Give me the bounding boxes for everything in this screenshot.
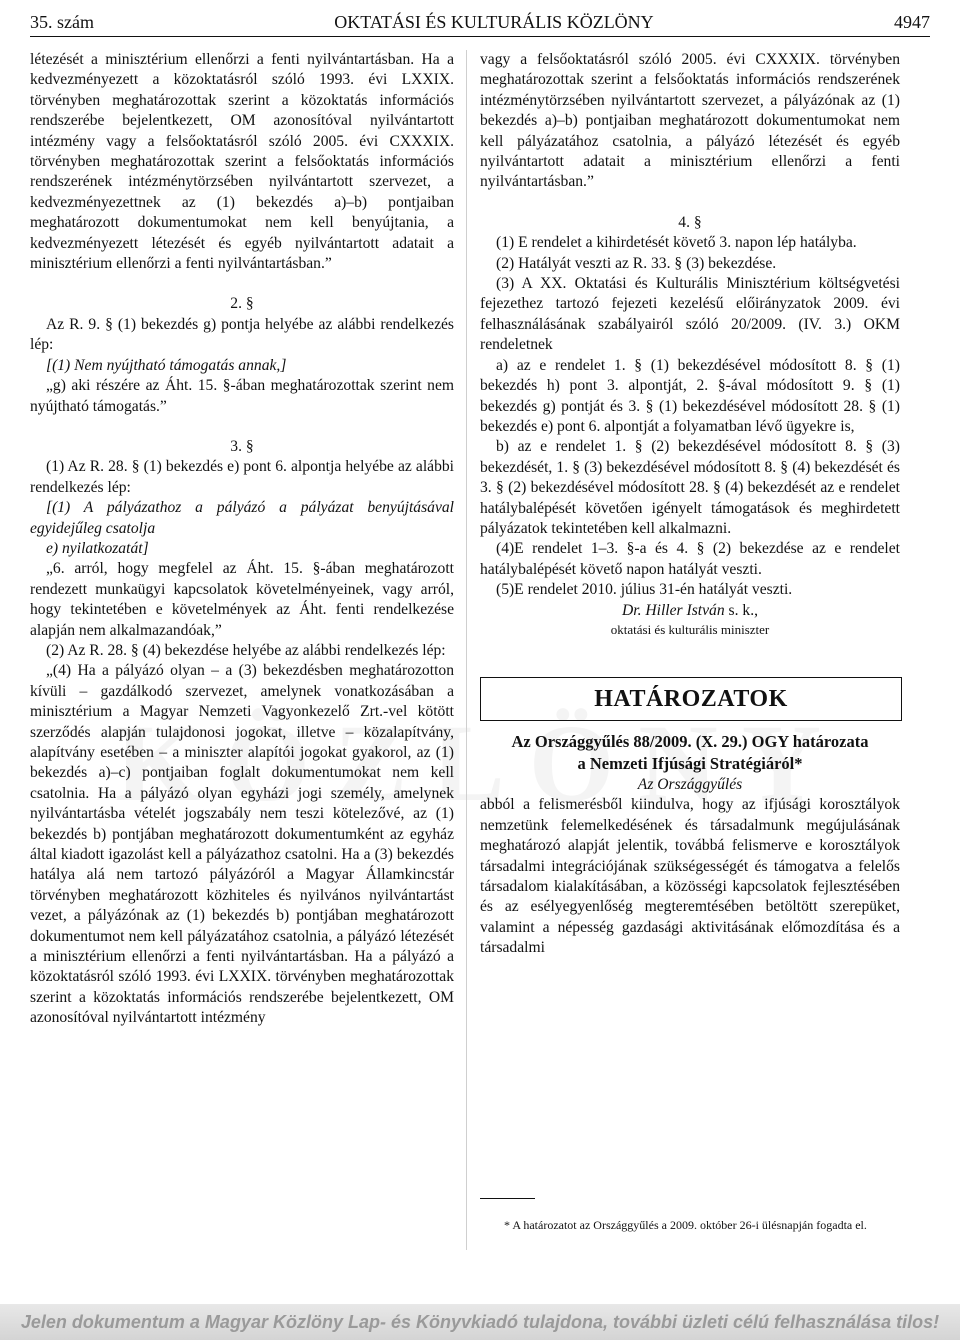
section-heading: 3. § [230,437,254,455]
page-number: 4947 [894,11,930,32]
section-banner-heading: HATÁROZATOK [480,677,902,721]
signer-title: oktatási és kulturális miniszter [610,621,770,637]
issue-number: 35. szám [30,11,94,32]
signature-line [480,601,900,621]
paragraph: (2) Az R. 28. § (4) bekezdése helyébe az alábbi rendelkezés lép: [46,641,446,659]
paragraph: (2) Hatályát veszti az R. 33. § (3) bekezdése. [496,254,777,272]
signer-name: Dr. Hiller István [621,601,725,619]
paragraph: (5)E rendelet 2010. július 31-én hatályát veszti. [496,581,793,599]
resolution-title-line2: a Nemzeti Ifjúsági Stratégiáról* [577,753,803,773]
paragraph: vagy a felsőoktatásról szóló 2005. évi CXXXIX. törvényben meghatározottak szerint a felsőoktatás információs rendszerének intézménytörzsében nyilvántartott szervezet, a pályázónak az (1) bekezdés a)–b) pontjaiban meghatározott dokumentumokat nem kell pályázatához csatolnia, a pályázó létezését és egyéb nyilvántartott adatait a minisztérium ellenőrzi a fenti nyilvántartásban.” [480,51,900,191]
paragraph: „g) aki részére az Áht. 15. §-ában meghatározottak szerint nem nyújtható támogatás.” [30,377,454,415]
section-heading: 2. § [230,295,254,313]
column-divider [466,50,467,1250]
paragraph: létezését a minisztérium ellenőrzi a fenti nyilvántartásban. Ha a kedvezményezett a közoktatásról szóló 1993. évi LXXIX. törvényben meghatározottak szerint a közoktatás információs rendszerébe bejelentkezett, OM azonosítóval nyilvántartott intézmény vagy a felsőoktatásról szóló 2005. évi CXXXIX. törvényben meghatározottak szerint a felsőoktatás információs rendszerének intézménytörzsében nyilvántartott szervezet, a kedvezményezettnek az (1) bekezdés a)–b) pontjaiban meghatározott dokumentumokat nem kell benyújtania, a kedvezményezett létezését és egyéb nyilvántartott adatait a minisztérium ellenőrzi a fenti nyilvántartásban.” [30,51,454,273]
paragraph: (1) Az R. 28. § (1) bekezdés e) pont 6. alpontja helyébe az alábbi rendelkezés lép: [30,458,454,496]
paragraph: „6. arról, hogy megfelel az Áht. 15. §-ában meghatározott rendezett munkaügyi kapcsolatok követelményeinek, vagy arról, hogy tekintetében e követelmények az Áht. fenti rendelkezése alapján nem alkalmazandóak,” [30,560,454,639]
paragraph: abból a felismerésből kiindulva, hogy az ifjúsági korosztályok nemzetünk felemelkedésének és társadalmunk megújulásának meghatározó alapját jelentik, továbbá felismerve e korosztályok társadalmi integrációjának szükségességét és támogatva a felelős társadalom kialakításában, a közösségi kapcsolatok fejlesztésében és az esélyegyenlőség megteremtésében betöltött szerepüket, valamint a népesség gazdasági aktivitásának előmozdítása és a társadalmi [480,796,900,957]
resolution-title [480,731,900,775]
paragraph: (1) E rendelet a kihirdetését követő 3. napon lép hatályba. [496,234,857,252]
section-heading: 4. § [678,213,702,231]
left-column [30,50,454,1029]
paragraph: a) az e rendelet 1. § (1) bekezdésével módosított 8. § (1) bekezdés h) pont 3. alpontját, 2. §-ával módosított 9. § (1) bekezdés g) pontját és 3. § (1) bekezdésével módosított 28. § (1) bekezdés e) pont 6. alpontját a folyamatban lévő ügyekre is, [480,356,900,435]
paragraph: Az R. 9. § (1) bekezdés g) pontja helyébe az alábbi rendelkezés lép: [30,315,454,354]
issuer: Az Országgyűlés [637,775,743,793]
resolution-title-line1: Az Országgyűlés 88/2009. (X. 29.) OGY határozata [511,731,869,751]
paragraph: (4)E rendelet 1–3. §-a és 4. § (2) bekezdése az e rendelet hatálybalépését követő napon hatályát veszti. [480,540,900,578]
signer-suffix: s. k., [724,601,758,619]
journal-title: OKTATÁSI ÉS KULTURÁLIS KÖZLÖNY [334,11,654,32]
page-header [30,8,930,37]
right-column [480,50,900,959]
footnote: * A határozatot az Országgyűlés a 2009. október 26-i ülésnapján fogadta el. [504,1218,867,1232]
paragraph: „(4) Ha a pályázó olyan – a (3) bekezdésben meghatározotton kívüli – gazdálkodó szervezet, amelynek vonatkozásában a minisztérium a Magyar Nemzeti Vagyonkezelő Zrt.-vel kötött szerződés alapján tulajdonosi jogokat, illetve – közalapítvány, alapítvány esetében – a miniszter alapítói jogokat gyakorol, az (1) bekezdés a)–c) pontjaiban foglalt dokumentumokat nem kell csatolnia. Ha a pályázó olyan egyházi jogi személy, amelynek nyilvántartásba vételét jogszabály nem teszi kötelezővé, az (1) bekezdés b) pontjában meghatározott dokumentumként az egyház által kiadott igazolást kell a pályázathoz csatolni. Ha a (3) bekezdés hatálya alá nem tartozó pályázóról a Magyar Államkincstár törvényben meghatározott közhiteles és nyilvános nyilvántartást vezet, a pályázónak az (1) bekezdés b) pontjában meghatározott dokumentumot nem kell pályázatához csatolnia, a pályázó létezését a minisztérium ellenőrzi a fenti nyilvántartásban. Ha a pályázó a közoktatásról szóló 1993. évi LXXIX. törvényben meghatározottak szerint a közoktatás információs rendszerébe bejelentkezett, OM azonosítóval nyilvántartott intézmény [30,662,454,1027]
paragraph: [(1) Nem nyújtható támogatás annak,] [46,356,287,374]
paragraph: (3) A XX. Oktatási és Kulturális Minisztérium költségvetési fejezethez tartozó fejezeti kezelésű előirányzatok 2009. évi felhasználásának szabályairól szóló 20/2009. (IV. 3.) OKM rendeletnek [480,275,900,354]
footnote-rule [480,1198,535,1199]
paragraph: e) nyilatkozatát] [46,539,149,557]
paragraph: b) az e rendelet 1. § (2) bekezdésével módosított 8. § (3) bekezdését, 1. § (3) bekezdésével módosított 8. § (4) bekezdését és 3. § (2) bekezdésével módosított 28. § (4) bekezdését az e rendelet hatálybalépését követően igényelt támogatások és meghirdetett pályázatok tekintetében kell alkalmazni. [480,438,900,537]
paragraph: [(1) A pályázathoz a pályázó a pályázat benyújtásával egyidejűleg csatolja [30,499,454,537]
copyright-banner: Jelen dokumentum a Magyar Közlöny Lap- és Könyvkiadó tulajdona, további üzleti célú felhasználása tilos! [0,1304,960,1340]
